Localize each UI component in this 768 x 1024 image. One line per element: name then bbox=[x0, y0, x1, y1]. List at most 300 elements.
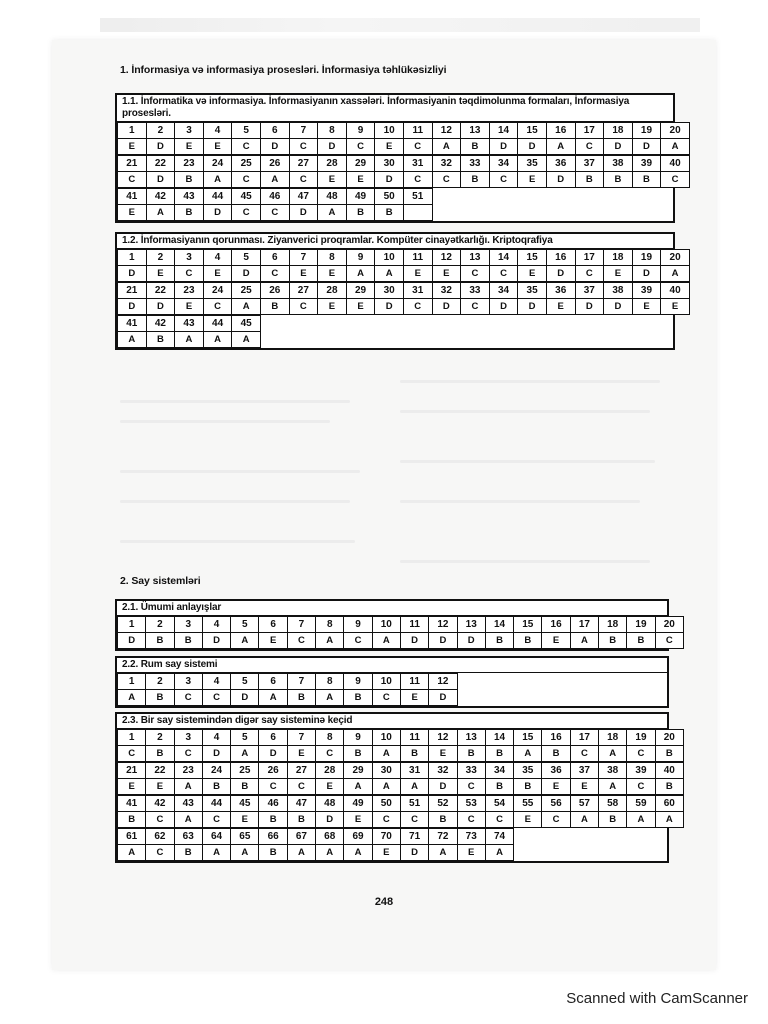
answer-cell: B bbox=[485, 779, 513, 795]
answer-cell: E bbox=[604, 266, 633, 282]
question-number-cell: 7 bbox=[287, 674, 315, 690]
question-number-cell: 28 bbox=[318, 156, 347, 172]
answer-cell: C bbox=[232, 139, 261, 155]
answer-row bbox=[118, 779, 684, 795]
question-number-cell: 67 bbox=[287, 829, 315, 845]
answer-cell: B bbox=[599, 812, 627, 828]
answer-cell: E bbox=[518, 172, 547, 188]
question-number-cell: 3 bbox=[174, 730, 202, 746]
answer-cell: D bbox=[632, 139, 661, 155]
answer-cell: C bbox=[489, 172, 518, 188]
question-number-cell: 1 bbox=[118, 123, 147, 139]
question-number-cell: 3 bbox=[174, 617, 202, 633]
section-title: 2.3. Bir say sistemindən digər say sisteminə keçid bbox=[117, 714, 667, 729]
answer-cell: E bbox=[289, 266, 318, 282]
answer-cell: C bbox=[485, 812, 513, 828]
answer-cell: B bbox=[146, 633, 174, 649]
question-number-row bbox=[118, 829, 514, 845]
question-number-cell: 22 bbox=[146, 156, 175, 172]
question-number-cell: 7 bbox=[287, 617, 315, 633]
question-number-cell: 27 bbox=[289, 283, 318, 299]
question-number-cell: 4 bbox=[203, 123, 232, 139]
answer-row bbox=[118, 812, 684, 828]
question-number-cell: 38 bbox=[599, 763, 627, 779]
question-number-cell: 6 bbox=[259, 617, 287, 633]
question-number-cell: 41 bbox=[118, 796, 146, 812]
answer-cell: B bbox=[542, 746, 570, 762]
answer-cell: A bbox=[485, 845, 513, 861]
question-number-cell: 29 bbox=[346, 156, 375, 172]
answer-cell: A bbox=[661, 266, 690, 282]
answer-cell: D bbox=[232, 266, 261, 282]
question-number-cell: 40 bbox=[661, 283, 690, 299]
question-number-cell: 7 bbox=[289, 123, 318, 139]
answer-cell: A bbox=[372, 633, 400, 649]
question-number-cell: 50 bbox=[372, 796, 400, 812]
question-number-cell: 16 bbox=[542, 730, 570, 746]
question-number-cell: 47 bbox=[289, 189, 318, 205]
question-number-cell: 31 bbox=[403, 283, 432, 299]
question-number-cell: 45 bbox=[231, 796, 259, 812]
question-number-cell: 25 bbox=[232, 283, 261, 299]
section-2-1 bbox=[115, 599, 675, 651]
question-number-cell: 44 bbox=[203, 316, 232, 332]
section-2-3 bbox=[115, 712, 675, 863]
answer-cell: C bbox=[575, 139, 604, 155]
bleed-through-line bbox=[120, 500, 350, 503]
question-number-cell: 15 bbox=[518, 123, 547, 139]
answer-cell: B bbox=[429, 812, 457, 828]
answer-cell: D bbox=[202, 633, 230, 649]
question-number-cell: 4 bbox=[202, 730, 230, 746]
question-number-cell: 55 bbox=[514, 796, 542, 812]
answer-cell: D bbox=[202, 746, 230, 762]
answer-cell: B bbox=[632, 172, 661, 188]
question-number-cell: 18 bbox=[599, 617, 627, 633]
answer-cell: C bbox=[202, 812, 230, 828]
answer-cell: C bbox=[259, 779, 287, 795]
answer-cell: A bbox=[202, 845, 230, 861]
question-number-row bbox=[118, 674, 458, 690]
question-number-cell: 1 bbox=[118, 250, 147, 266]
answer-cell: C bbox=[570, 746, 598, 762]
question-number-cell: 40 bbox=[661, 156, 690, 172]
question-number-cell: 5 bbox=[231, 617, 259, 633]
question-number-cell: 14 bbox=[485, 730, 513, 746]
answer-cell: D bbox=[546, 266, 575, 282]
question-number-cell: 10 bbox=[372, 617, 400, 633]
answer-cell: A bbox=[232, 332, 261, 348]
question-number-cell: 26 bbox=[260, 156, 289, 172]
answer-cell: C bbox=[174, 690, 202, 706]
question-number-cell: 30 bbox=[375, 283, 404, 299]
question-number-cell: 11 bbox=[400, 674, 428, 690]
question-number-cell: 29 bbox=[346, 283, 375, 299]
question-number-cell: 5 bbox=[231, 730, 259, 746]
answer-cell: B bbox=[375, 205, 404, 221]
question-number-cell: 56 bbox=[542, 796, 570, 812]
answer-cell: A bbox=[546, 139, 575, 155]
question-number-cell: 66 bbox=[259, 829, 287, 845]
answer-cell: D bbox=[289, 205, 318, 221]
question-number-cell: 45 bbox=[232, 316, 261, 332]
question-number-cell: 44 bbox=[203, 189, 232, 205]
answer-cell: C bbox=[287, 779, 315, 795]
answer-cell: A bbox=[260, 172, 289, 188]
answer-cell: A bbox=[316, 690, 344, 706]
question-number-cell: 2 bbox=[146, 674, 174, 690]
section-1-1 bbox=[115, 93, 681, 223]
answer-cell: B bbox=[231, 779, 259, 795]
answer-cell: A bbox=[570, 633, 598, 649]
question-number-cell: 17 bbox=[575, 123, 604, 139]
answer-cell: A bbox=[146, 205, 175, 221]
question-number-cell: 13 bbox=[457, 730, 485, 746]
answer-cell: A bbox=[661, 139, 690, 155]
answer-cell: A bbox=[175, 332, 204, 348]
answer-cell: B bbox=[260, 299, 289, 315]
answer-cell: C bbox=[175, 266, 204, 282]
answer-cell: A bbox=[432, 139, 461, 155]
question-number-cell: 68 bbox=[316, 829, 344, 845]
question-number-row bbox=[118, 123, 690, 139]
answer-cell: B bbox=[604, 172, 633, 188]
answer-cell: A bbox=[316, 845, 344, 861]
answer-cell: A bbox=[174, 812, 202, 828]
answer-cell: B bbox=[259, 812, 287, 828]
question-number-cell: 41 bbox=[118, 316, 147, 332]
answer-cell: E bbox=[259, 633, 287, 649]
answer-cell: C bbox=[372, 812, 400, 828]
question-number-cell: 39 bbox=[627, 763, 655, 779]
bleed-through-line bbox=[120, 470, 360, 473]
answer-cell: A bbox=[203, 172, 232, 188]
answer-row bbox=[118, 845, 514, 861]
answer-cell: B bbox=[655, 779, 683, 795]
question-number-cell: 4 bbox=[202, 617, 230, 633]
question-number-cell: 20 bbox=[661, 123, 690, 139]
bleed-through-header bbox=[100, 18, 700, 32]
question-number-cell: 12 bbox=[432, 250, 461, 266]
answer-cell: A bbox=[400, 779, 428, 795]
answer-cell: D bbox=[518, 139, 547, 155]
question-number-cell: 26 bbox=[260, 283, 289, 299]
answer-cell: C bbox=[575, 266, 604, 282]
answer-cell: D bbox=[146, 139, 175, 155]
answer-cell: B bbox=[344, 690, 372, 706]
question-number-cell: 32 bbox=[432, 283, 461, 299]
question-number-cell: 13 bbox=[461, 250, 490, 266]
question-number-cell: 42 bbox=[146, 316, 175, 332]
answer-cell: A bbox=[627, 812, 655, 828]
bleed-through-line bbox=[400, 500, 640, 503]
answer-cell: B bbox=[655, 746, 683, 762]
question-number-cell: 10 bbox=[375, 250, 404, 266]
question-number-cell: 60 bbox=[655, 796, 683, 812]
answer-cell: D bbox=[118, 299, 147, 315]
answer-cell: A bbox=[231, 746, 259, 762]
question-number-cell: 11 bbox=[400, 617, 428, 633]
question-number-cell: 13 bbox=[457, 617, 485, 633]
question-number-cell: 50 bbox=[375, 189, 404, 205]
question-number-cell: 2 bbox=[146, 250, 175, 266]
question-number-cell: 72 bbox=[429, 829, 457, 845]
question-number-cell: 18 bbox=[604, 250, 633, 266]
question-number-cell: 9 bbox=[344, 617, 372, 633]
answer-cell: A bbox=[203, 332, 232, 348]
page-number: 248 bbox=[374, 896, 394, 908]
answer-cell: A bbox=[429, 845, 457, 861]
question-number-cell: 6 bbox=[259, 730, 287, 746]
section-title: 1.2. İnformasiyanın qorunması. Ziyanverici proqramlar. Kompüter cinayətkarlığı. Kriptoqrafiya bbox=[117, 234, 673, 249]
question-number-cell: 14 bbox=[489, 123, 518, 139]
answer-cell: D bbox=[429, 633, 457, 649]
answer-cell: C bbox=[542, 812, 570, 828]
answer-cell: D bbox=[546, 172, 575, 188]
section-2-2 bbox=[115, 656, 669, 708]
answer-table bbox=[117, 122, 690, 155]
answer-cell: C bbox=[655, 633, 683, 649]
answer-cell: E bbox=[175, 139, 204, 155]
question-number-cell: 63 bbox=[174, 829, 202, 845]
question-number-cell: 6 bbox=[260, 250, 289, 266]
question-number-cell: 61 bbox=[118, 829, 146, 845]
answer-cell: C bbox=[260, 205, 289, 221]
answer-cell: A bbox=[372, 746, 400, 762]
question-number-cell: 37 bbox=[575, 156, 604, 172]
answer-cell: C bbox=[457, 779, 485, 795]
question-number-cell: 2 bbox=[146, 730, 174, 746]
question-number-cell: 54 bbox=[485, 796, 513, 812]
question-number-cell: 10 bbox=[375, 123, 404, 139]
answer-cell: E bbox=[318, 172, 347, 188]
question-number-cell: 13 bbox=[461, 123, 490, 139]
question-number-cell: 51 bbox=[403, 189, 432, 205]
section-title: 2.2. Rum say sistemi bbox=[117, 658, 667, 673]
answer-table bbox=[117, 673, 458, 706]
question-number-cell: 30 bbox=[372, 763, 400, 779]
question-number-row bbox=[118, 250, 690, 266]
answer-cell: E bbox=[203, 266, 232, 282]
question-number-cell: 36 bbox=[546, 156, 575, 172]
answer-row bbox=[118, 205, 433, 221]
answer-cell: C bbox=[202, 690, 230, 706]
answer-cell: C bbox=[289, 172, 318, 188]
answer-cell: A bbox=[375, 266, 404, 282]
answer-cell: A bbox=[232, 299, 261, 315]
bleed-through-line bbox=[400, 560, 650, 563]
question-number-cell: 26 bbox=[259, 763, 287, 779]
question-number-cell: 37 bbox=[570, 763, 598, 779]
question-number-cell: 21 bbox=[118, 283, 147, 299]
question-number-cell: 32 bbox=[429, 763, 457, 779]
question-number-cell: 16 bbox=[546, 250, 575, 266]
answer-cell: D bbox=[432, 299, 461, 315]
answer-cell: A bbox=[118, 690, 146, 706]
question-number-cell: 7 bbox=[289, 250, 318, 266]
answer-cell: B bbox=[259, 845, 287, 861]
question-number-row bbox=[118, 617, 684, 633]
answer-cell: B bbox=[514, 633, 542, 649]
question-number-cell: 3 bbox=[175, 123, 204, 139]
answer-cell: E bbox=[316, 779, 344, 795]
answer-cell: B bbox=[174, 845, 202, 861]
answer-cell: D bbox=[146, 299, 175, 315]
answer-cell: C bbox=[174, 746, 202, 762]
question-number-cell: 34 bbox=[485, 763, 513, 779]
question-number-cell: 5 bbox=[231, 674, 259, 690]
answer-cell: A bbox=[231, 633, 259, 649]
answer-cell: E bbox=[518, 266, 547, 282]
answer-cell: D bbox=[575, 299, 604, 315]
question-number-cell: 23 bbox=[175, 156, 204, 172]
bleed-through-line bbox=[400, 380, 660, 383]
bleed-through-line bbox=[400, 410, 650, 413]
answer-cell: C bbox=[489, 266, 518, 282]
question-number-cell: 4 bbox=[202, 674, 230, 690]
answer-cell: E bbox=[375, 139, 404, 155]
answer-cell: D bbox=[231, 690, 259, 706]
answer-cell: C bbox=[287, 633, 315, 649]
question-number-cell: 33 bbox=[461, 283, 490, 299]
question-number-cell: 42 bbox=[146, 796, 174, 812]
answer-cell: C bbox=[461, 299, 490, 315]
answer-cell: D bbox=[260, 139, 289, 155]
answer-table bbox=[117, 188, 433, 221]
question-number-cell: 52 bbox=[429, 796, 457, 812]
question-number-cell: 20 bbox=[655, 617, 683, 633]
answer-cell: C bbox=[432, 172, 461, 188]
answer-cell: A bbox=[599, 746, 627, 762]
answer-cell: D bbox=[457, 633, 485, 649]
answer-cell: D bbox=[203, 205, 232, 221]
answer-cell: E bbox=[175, 299, 204, 315]
bleed-through-line bbox=[120, 540, 355, 543]
question-number-cell: 1 bbox=[118, 730, 146, 746]
question-number-cell: 9 bbox=[346, 123, 375, 139]
bleed-through-line bbox=[400, 460, 655, 463]
question-number-cell: 11 bbox=[403, 250, 432, 266]
answer-cell: B bbox=[287, 690, 315, 706]
question-number-cell: 40 bbox=[655, 763, 683, 779]
question-number-cell: 8 bbox=[318, 123, 347, 139]
question-number-cell: 12 bbox=[429, 730, 457, 746]
answer-cell: A bbox=[514, 746, 542, 762]
answer-cell: E bbox=[403, 266, 432, 282]
answer-cell: B bbox=[287, 812, 315, 828]
answer-cell: D bbox=[118, 633, 146, 649]
question-number-cell: 17 bbox=[575, 250, 604, 266]
question-number-cell: 23 bbox=[175, 283, 204, 299]
answer-cell: C bbox=[232, 172, 261, 188]
question-number-cell: 32 bbox=[432, 156, 461, 172]
question-number-cell: 71 bbox=[400, 829, 428, 845]
question-number-cell: 36 bbox=[542, 763, 570, 779]
answer-cell: E bbox=[546, 299, 575, 315]
question-number-cell: 1 bbox=[118, 617, 146, 633]
question-number-cell: 2 bbox=[146, 617, 174, 633]
answer-cell: B bbox=[174, 633, 202, 649]
answer-cell: D bbox=[318, 139, 347, 155]
question-number-cell: 9 bbox=[346, 250, 375, 266]
answer-cell: A bbox=[344, 779, 372, 795]
answer-row bbox=[118, 690, 458, 706]
question-number-cell: 12 bbox=[432, 123, 461, 139]
question-number-cell: 47 bbox=[287, 796, 315, 812]
answer-cell: B bbox=[599, 633, 627, 649]
answer-cell: D bbox=[604, 139, 633, 155]
question-number-cell: 18 bbox=[599, 730, 627, 746]
question-number-cell: 38 bbox=[604, 156, 633, 172]
chapter-2-title: 2. Say sistemləri bbox=[120, 575, 201, 587]
question-number-cell: 62 bbox=[146, 829, 174, 845]
answer-cell: C bbox=[627, 779, 655, 795]
answer-cell: C bbox=[346, 139, 375, 155]
question-number-cell: 12 bbox=[429, 674, 457, 690]
question-number-cell: 27 bbox=[287, 763, 315, 779]
scanner-watermark: Scanned with CamScanner bbox=[566, 990, 748, 1007]
question-number-cell: 4 bbox=[203, 250, 232, 266]
question-number-cell: 12 bbox=[429, 617, 457, 633]
question-number-cell: 43 bbox=[175, 316, 204, 332]
answer-cell: C bbox=[232, 205, 261, 221]
answer-row bbox=[118, 746, 684, 762]
answer-cell: B bbox=[175, 205, 204, 221]
question-number-cell: 41 bbox=[118, 189, 147, 205]
answer-cell: A bbox=[346, 266, 375, 282]
answer-cell: B bbox=[627, 633, 655, 649]
answer-cell: E bbox=[372, 845, 400, 861]
answer-cell: A bbox=[599, 779, 627, 795]
question-number-cell: 33 bbox=[457, 763, 485, 779]
answer-cell: D bbox=[316, 812, 344, 828]
question-number-cell: 35 bbox=[514, 763, 542, 779]
answer-cell: C bbox=[118, 172, 147, 188]
question-number-row bbox=[118, 283, 690, 299]
question-number-cell: 44 bbox=[202, 796, 230, 812]
answer-table bbox=[117, 282, 690, 315]
question-number-cell: 25 bbox=[232, 156, 261, 172]
bleed-through-line bbox=[120, 420, 330, 423]
answer-cell: A bbox=[344, 845, 372, 861]
answer-cell: A bbox=[259, 690, 287, 706]
question-number-cell: 22 bbox=[146, 763, 174, 779]
question-number-cell: 25 bbox=[231, 763, 259, 779]
answer-cell: A bbox=[287, 845, 315, 861]
question-number-cell: 53 bbox=[457, 796, 485, 812]
question-number-cell: 17 bbox=[570, 617, 598, 633]
question-number-cell: 17 bbox=[570, 730, 598, 746]
question-number-cell: 7 bbox=[287, 730, 315, 746]
question-number-row bbox=[118, 796, 684, 812]
question-number-cell: 65 bbox=[231, 829, 259, 845]
answer-cell: B bbox=[457, 746, 485, 762]
answer-cell: E bbox=[344, 812, 372, 828]
answer-cell: C bbox=[400, 812, 428, 828]
answer-row bbox=[118, 332, 261, 348]
question-number-cell: 31 bbox=[403, 156, 432, 172]
question-number-cell: 33 bbox=[461, 156, 490, 172]
question-number-cell: 43 bbox=[175, 189, 204, 205]
answer-cell: E bbox=[661, 299, 690, 315]
question-number-cell: 27 bbox=[289, 156, 318, 172]
question-number-cell: 46 bbox=[260, 189, 289, 205]
question-number-cell: 6 bbox=[260, 123, 289, 139]
answer-cell bbox=[403, 205, 432, 221]
answer-cell: D bbox=[146, 172, 175, 188]
question-number-cell: 9 bbox=[344, 730, 372, 746]
answer-cell: D bbox=[118, 266, 147, 282]
